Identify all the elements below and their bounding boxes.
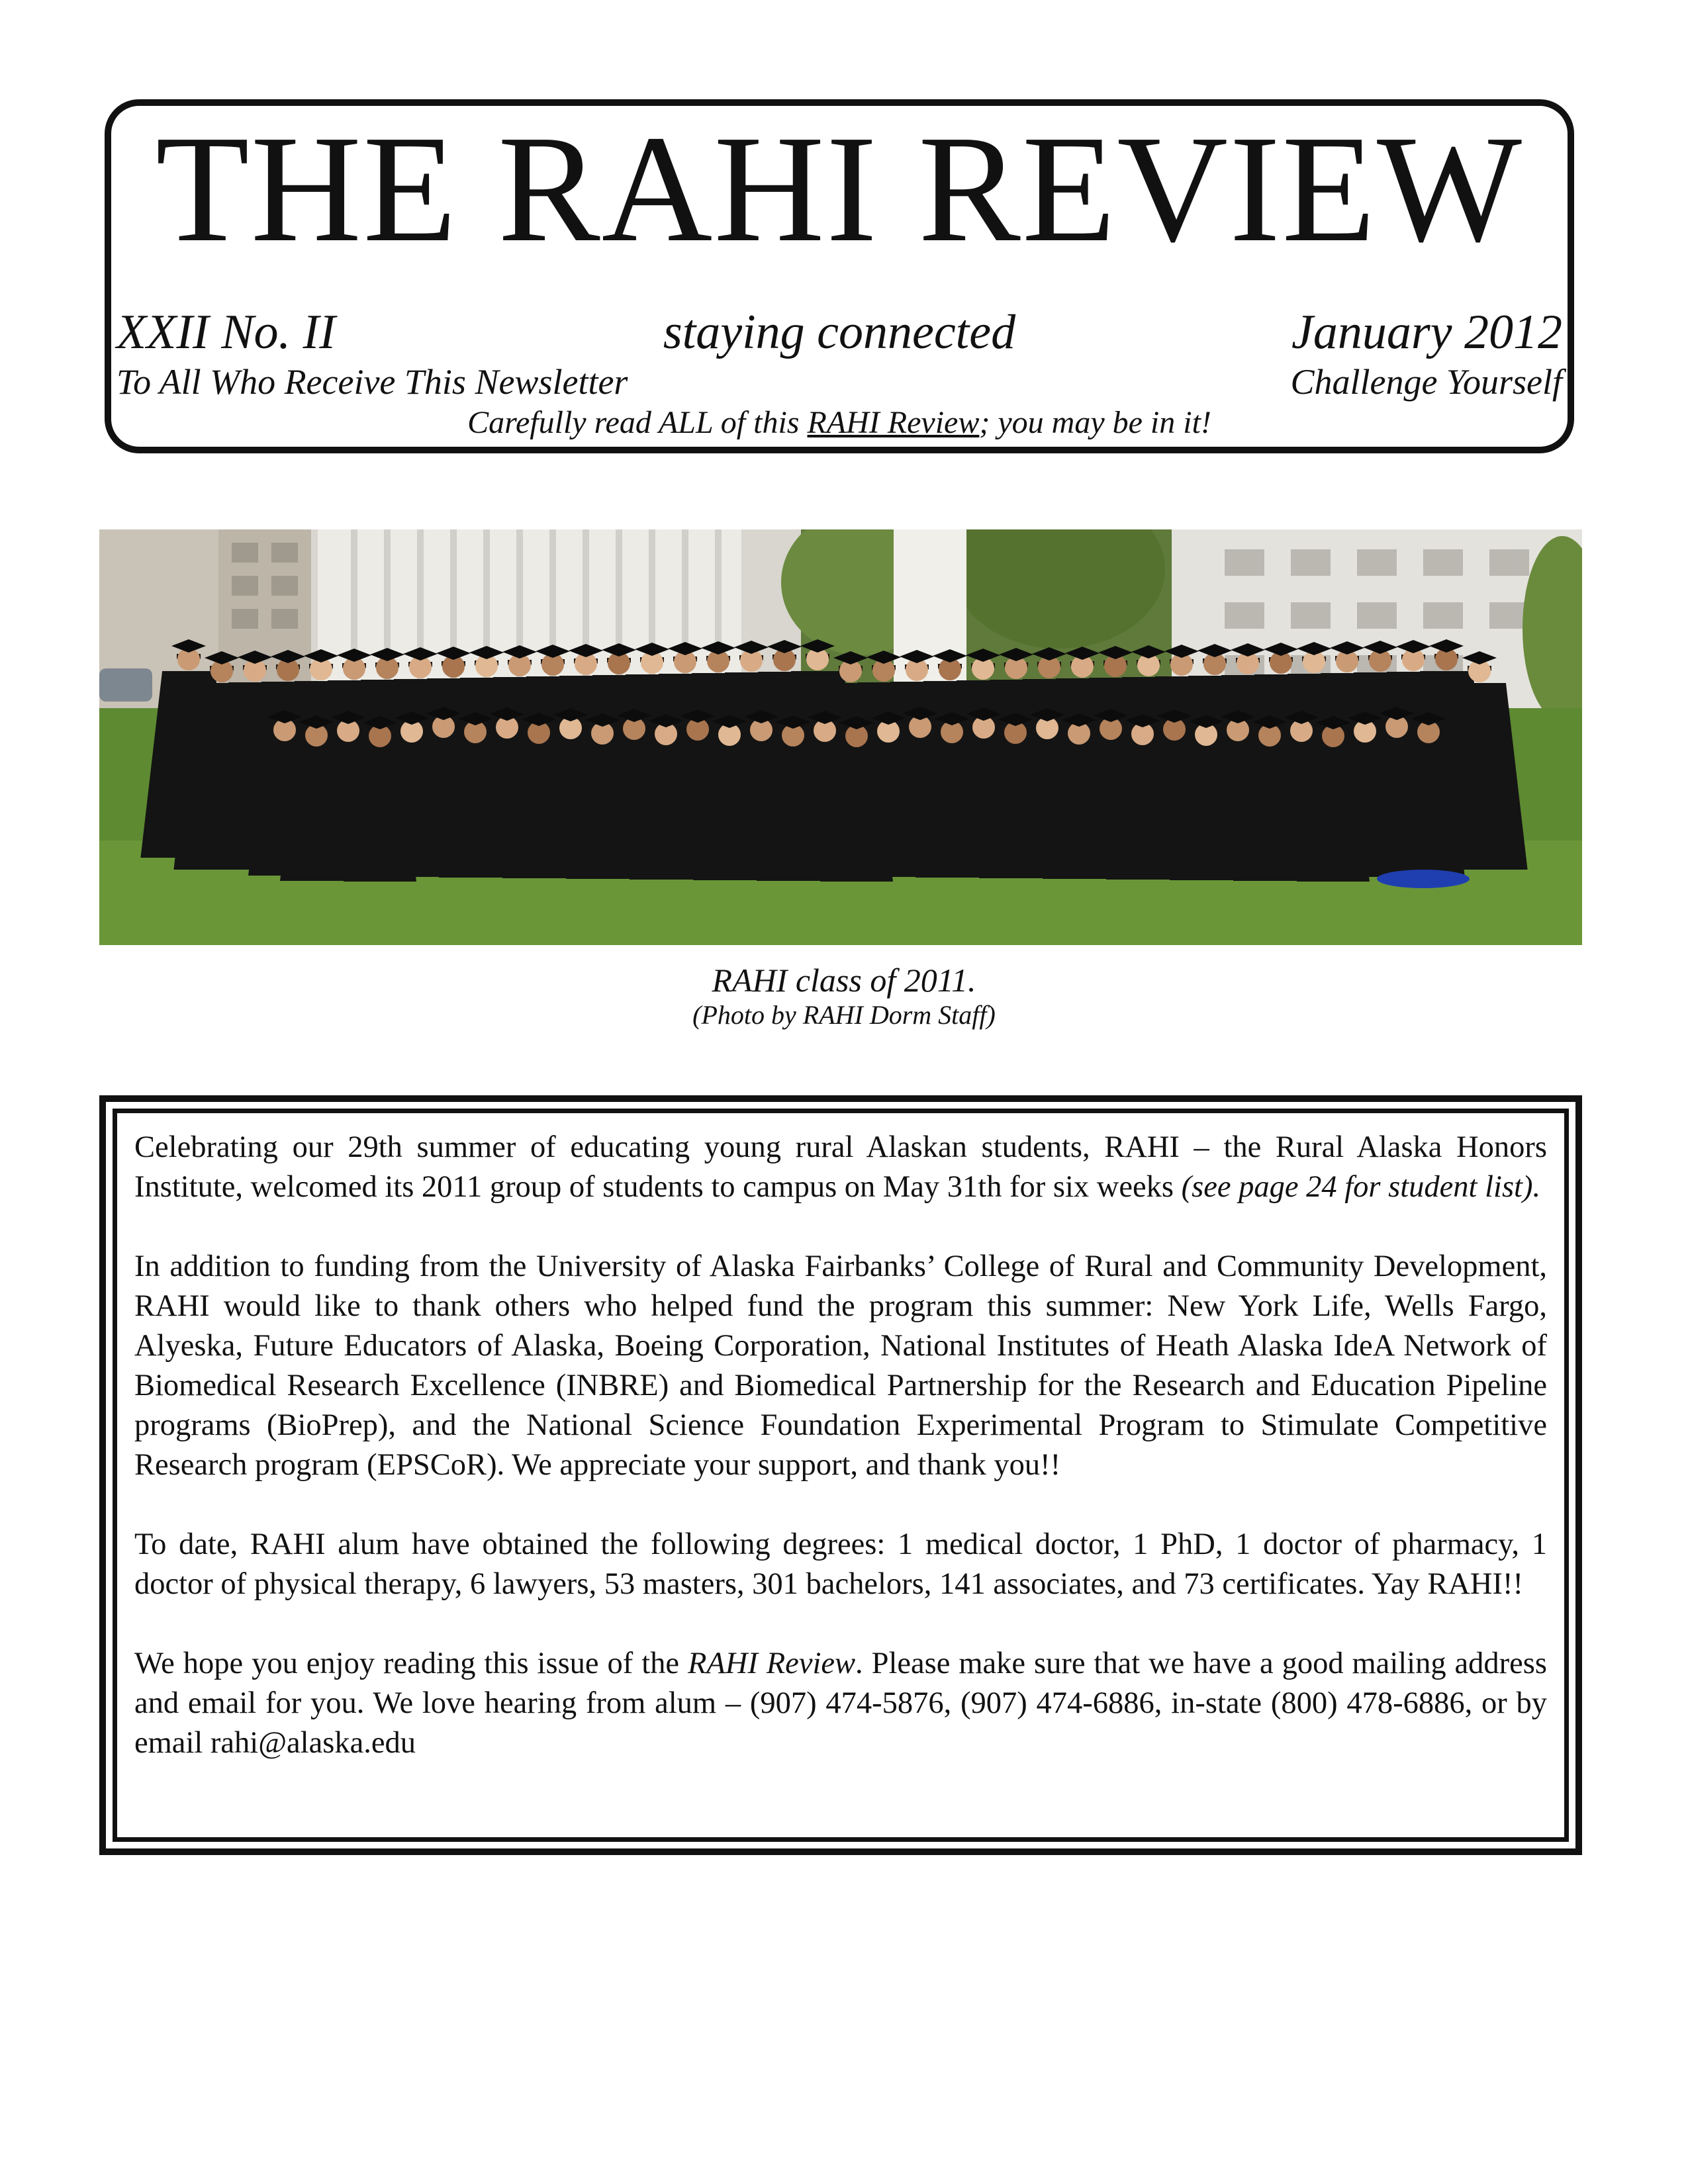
motto: Challenge Yourself: [1290, 362, 1562, 402]
article-paragraph-2: In addition to funding from the University of Alaska Fairbanks’ College of Rural and Community Development, RAHI would like to thank others who helped fund the program this summer: New York Life, Wells Fargo, Alyeska, Future Educators of Alaska, Boeing Corporation, National Institutes of Heath Alaska IdeA Network of Biomedical Research Excellence (INBRE) and Biomedical Partnership for the Research and Education Pipeline programs (BioPrep), and the National Science Foundation Experimental Program to Stimulate Competitive Research program (EPSCoR). We appreciate your support, and thank you!!: [134, 1250, 1547, 1482]
masthead-row-1: [117, 305, 1562, 361]
article-paragraph-4: [134, 1644, 1547, 1763]
photo-credit: (Photo by RAHI Dorm Staff): [692, 1000, 996, 1030]
p1-italic-note: (see page 24 for student list).: [1181, 1170, 1541, 1204]
notice-publication-name: RAHI Review: [807, 405, 980, 440]
masthead: [105, 99, 1574, 453]
photo-caption: RAHI class of 2011.: [712, 962, 976, 999]
audience-line: To All Who Receive This Newsletter: [117, 362, 628, 402]
notice-after: ; you may be in it!: [979, 405, 1211, 440]
p4-publication-name: RAHI Review: [687, 1647, 856, 1680]
p4-text-before: We hope you enjoy reading this issue of the: [134, 1647, 688, 1680]
reading-notice: [111, 407, 1568, 447]
p4-text-after: . Please make sure that we have a good mailing address and email for you. We love hearing from alum – (907) 474-5876, (907) 474-6886, in-state (800) 478-6886, or by email rahi@alaska.edu: [134, 1647, 1547, 1760]
masthead-row-2: [117, 364, 1562, 404]
article-paragraph-3: To date, RAHI alum have obtained the following degrees: 1 medical doctor, 1 PhD, 1 doctor of pharmacy, 1 doctor of physical therapy, 6 lawyers, 53 masters, 301 bachelors, 141 associates, and 73 certificates. Yay RAHI!!: [134, 1527, 1547, 1601]
article-paragraph-1: [134, 1128, 1547, 1207]
volume-number: XXII No. II: [117, 305, 336, 359]
tagline: staying connected: [663, 305, 1016, 359]
intro-article-text: [134, 1128, 1547, 1763]
p1-text: Celebrating our 29th summer of educating young rural Alaskan students, RAHI – the Rural Alaska Honors Institute, welcomed its 2011 group of students to campus on May 31th for six weeks: [134, 1130, 1547, 1204]
class-group-photo: [99, 529, 1582, 945]
intro-article-box: [99, 1095, 1582, 1855]
newsletter-title: THE RAHI REVIEW: [155, 104, 1523, 274]
issue-date: January 2012: [1291, 305, 1562, 359]
notice-before: Carefully read ALL of this: [467, 405, 808, 440]
blue-cloth: [1377, 870, 1470, 888]
intro-article-inner-border: [113, 1109, 1569, 1842]
